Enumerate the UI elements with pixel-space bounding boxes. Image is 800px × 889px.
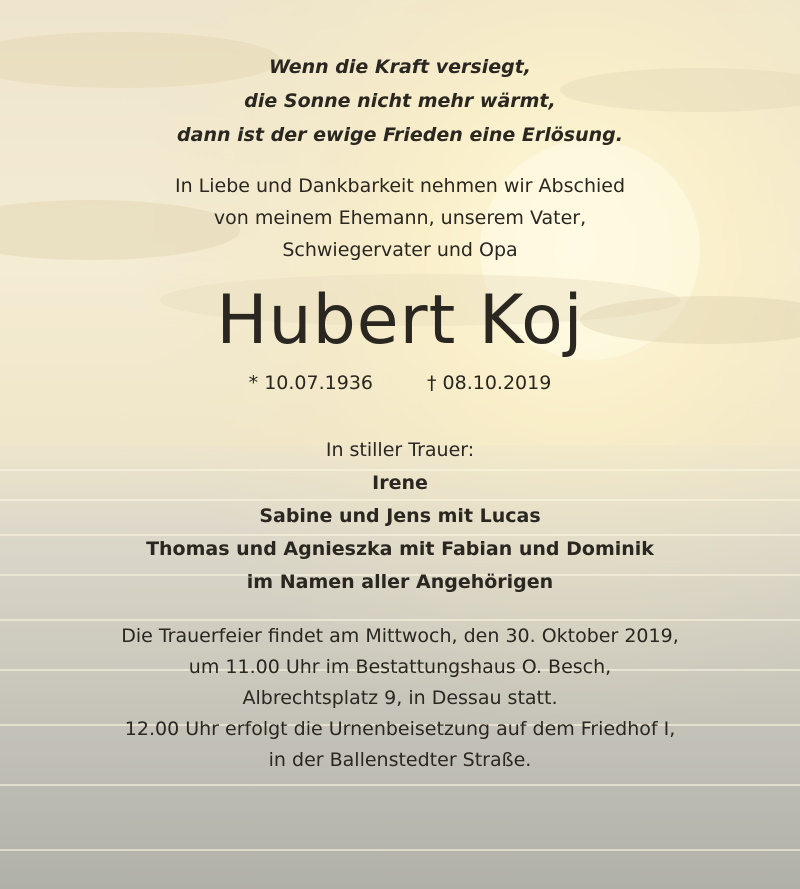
service-line: in der Ballenstedter Straße. [268, 749, 532, 771]
life-dates [0, 366, 800, 400]
motto-line: Wenn die Kraft versiegt, [268, 56, 532, 78]
mourner-line: Irene [372, 472, 428, 494]
service-line: Albrechtsplatz 9, in Dessau statt. [242, 687, 558, 709]
motto-line: dann ist der ewige Frieden eine Erlösung. [177, 124, 623, 146]
mourners-label: In stiller Trauer: [325, 439, 475, 461]
service-line: Die Trauerfeier findet am Mittwoch, den 30. Oktober 2019, [121, 625, 679, 647]
service-info [0, 621, 800, 776]
intro-line: In Liebe und Dankbarkeit nehmen wir Abschied [174, 175, 626, 197]
intro-line: Schwiegervater und Opa [282, 239, 518, 261]
mourner-line: Thomas und Agnieszka mit Fabian und Dominik [146, 538, 654, 560]
mourners-list [0, 467, 800, 599]
mourner-line: Sabine und Jens mit Lucas [259, 505, 541, 527]
deceased-name: Hubert Koj [216, 281, 584, 360]
intro-text [0, 170, 800, 266]
birth-date: * 10.07.1936 [248, 372, 373, 394]
service-line: um 11.00 Uhr im Bestattungshaus O. Besch, [188, 656, 612, 678]
mourner-line: im Namen aller Angehörigen [246, 571, 554, 593]
death-date: † 08.10.2019 [427, 372, 552, 394]
intro-line: von meinem Ehemann, unserem Vater, [213, 207, 587, 229]
motto-line: die Sonne nicht mehr wärmt, [244, 90, 556, 112]
motto [0, 0, 800, 152]
service-line: 12.00 Uhr erfolgt die Urnenbeisetzung auf dem Friedhof I, [124, 718, 676, 740]
